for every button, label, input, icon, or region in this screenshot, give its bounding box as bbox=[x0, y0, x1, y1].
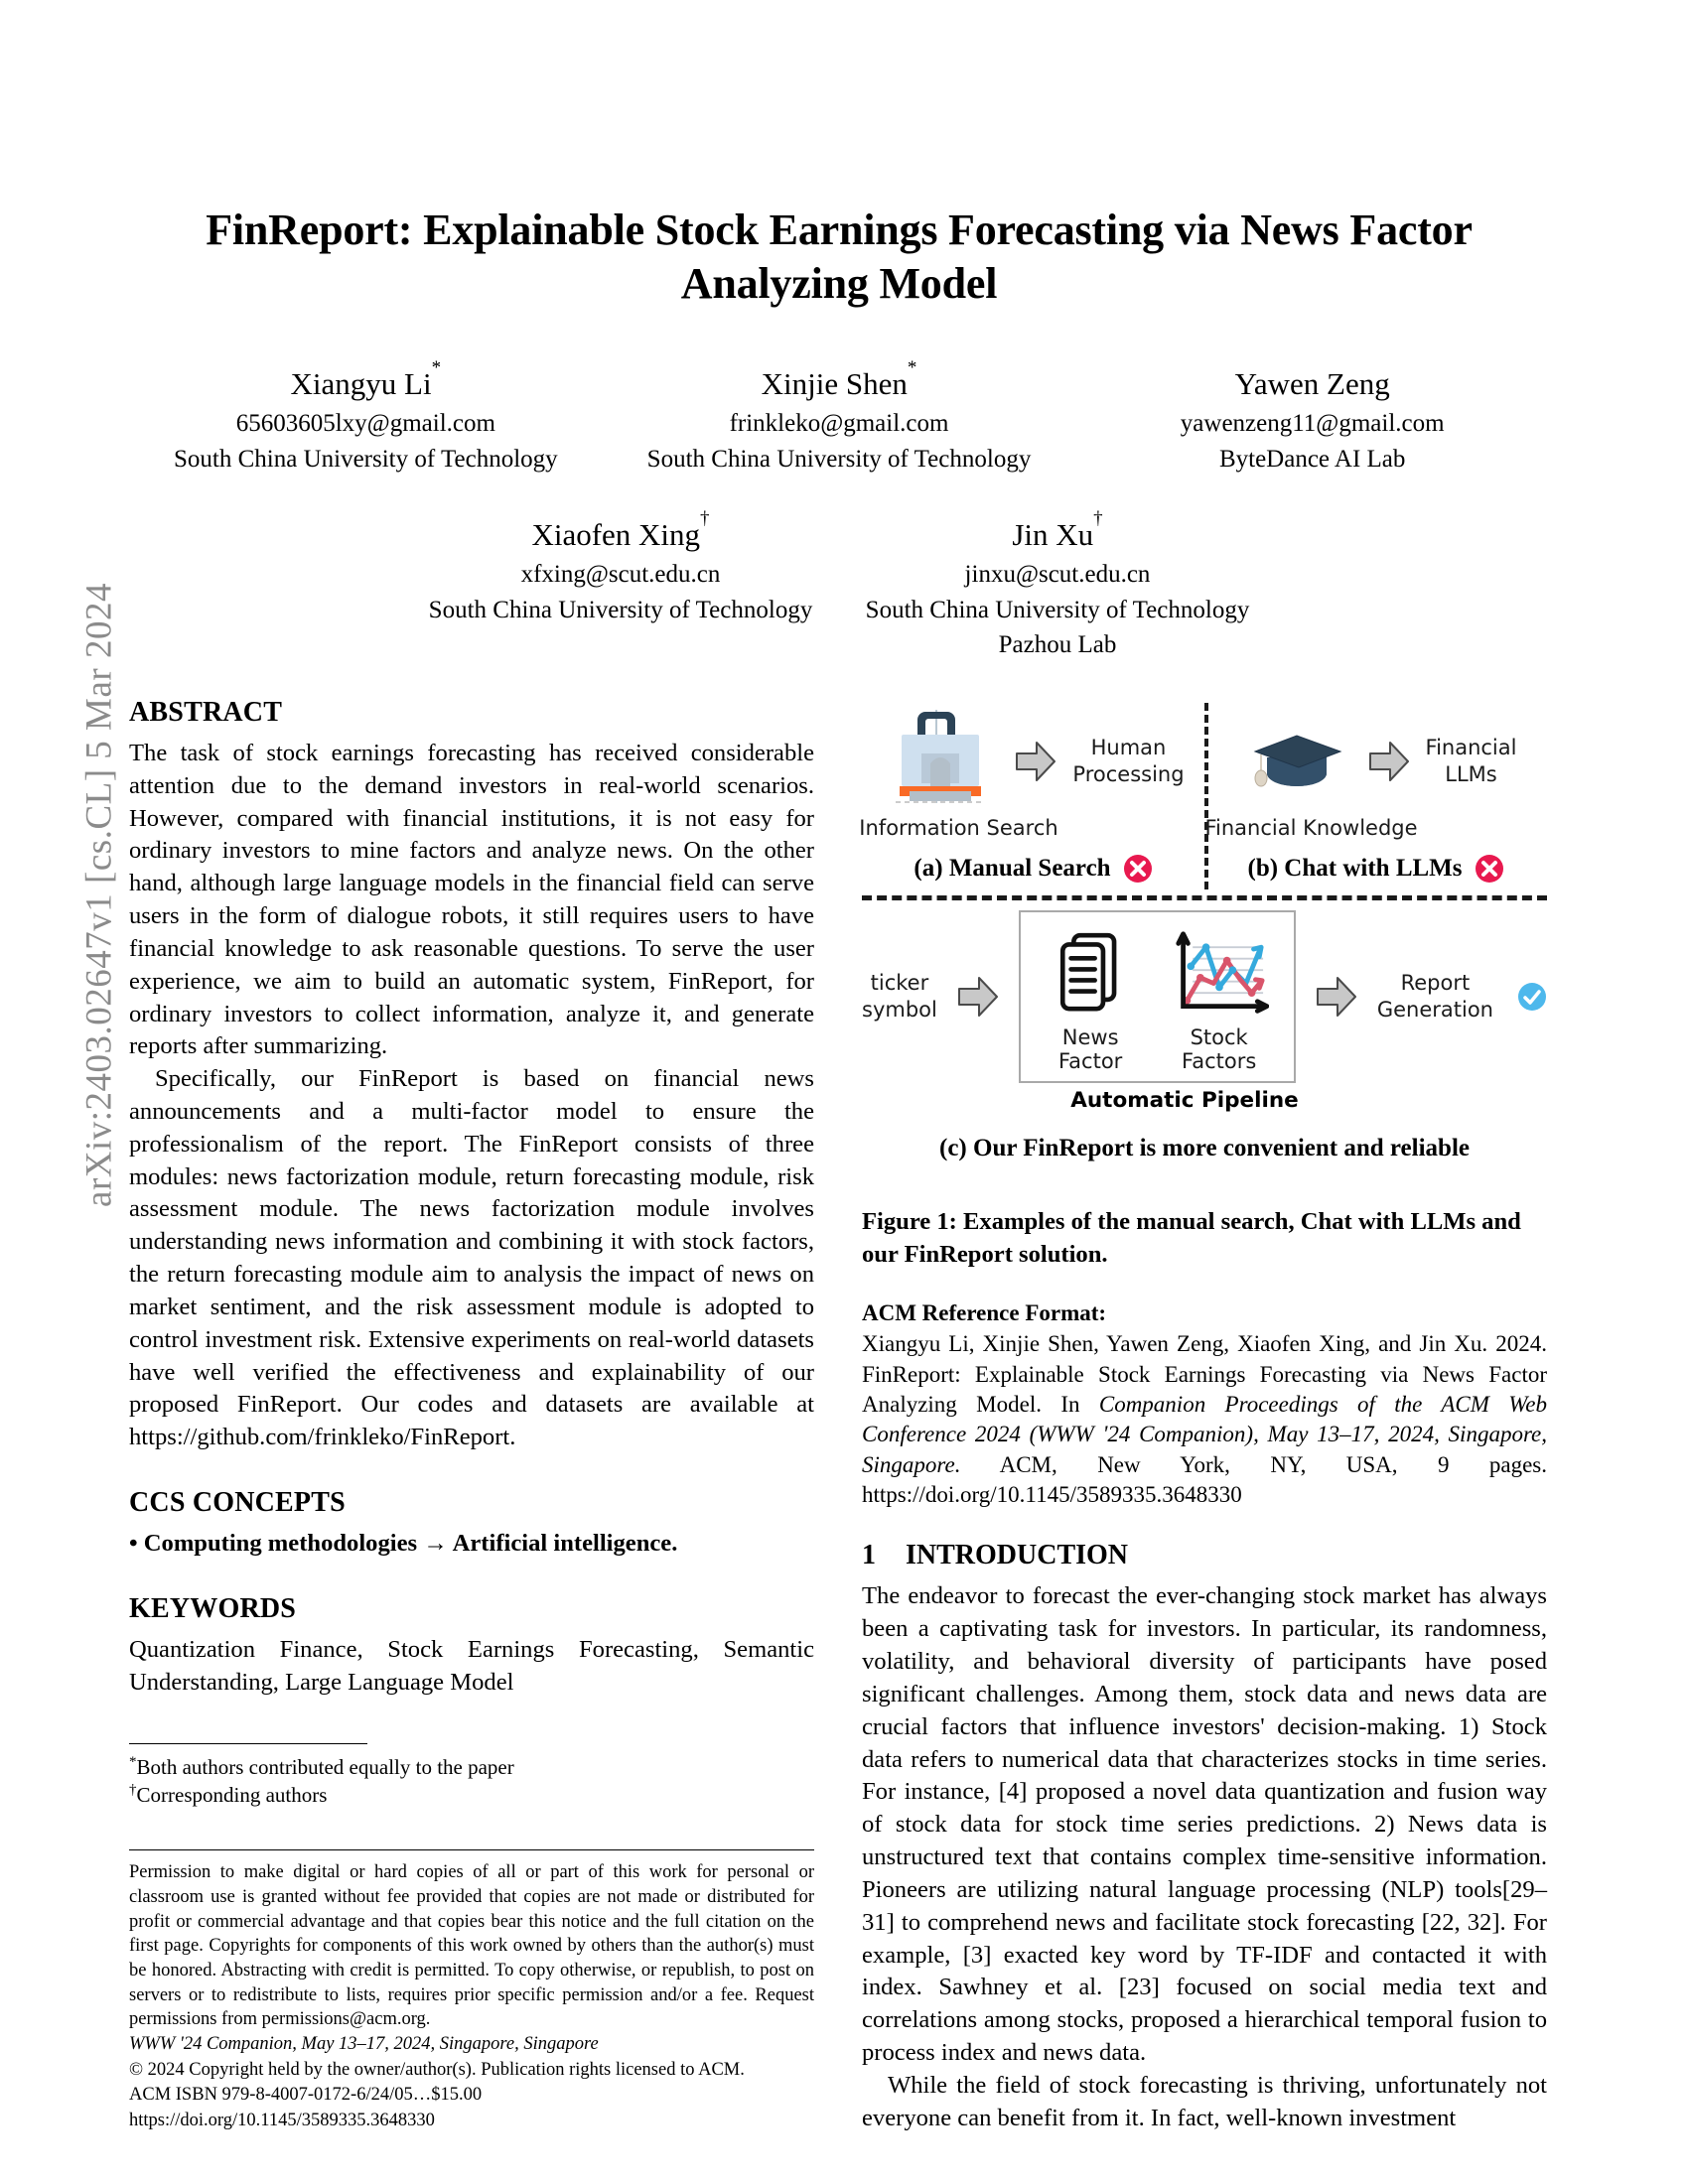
cross-badge-icon bbox=[1123, 854, 1153, 884]
panel-b-flow bbox=[1204, 703, 1547, 820]
author-entry bbox=[603, 356, 1076, 477]
news-factor-cell bbox=[1041, 926, 1141, 1073]
author-entry bbox=[1075, 362, 1549, 477]
panel-a-target-line2: Processing bbox=[1072, 761, 1185, 786]
author-mark: * bbox=[431, 356, 442, 378]
arrow-right-icon bbox=[1314, 975, 1359, 1019]
author-name: Yawen Zeng bbox=[1234, 366, 1390, 402]
arxiv-stamp: arXiv:2403.02647v1 [cs.CL] 5 Mar 2024 bbox=[78, 583, 120, 1207]
abstract-paragraph-1: The task of stock earnings forecasting has received considerable attention due to the demand investors in real-world scenarios. However, compared with financial institutions, it is not easy for ordinary investors to mine factors and analyze news. On the other hand, although large language models in the financial field can serve users in the form of dialogue robots, it still requires users to have financial knowledge to ask reasonable questions. To serve the user experience, we aim to build an automatic system, FinReport, for ordinary investors to collect information, analyze it, and generate reports after summarizing. bbox=[129, 739, 814, 1060]
conference-line: WWW '24 Companion, May 13–17, 2024, Singapore, Singapore bbox=[129, 2033, 599, 2054]
paper-page bbox=[129, 0, 1549, 2184]
stock-factors-label: Stock Factors bbox=[1182, 1024, 1257, 1073]
introduction-number: 1 bbox=[862, 1540, 876, 1571]
panel-b-target-line2: LLMs bbox=[1445, 761, 1497, 786]
acm-reference-body bbox=[862, 1329, 1547, 1510]
ccs-concepts-body: • Computing methodologies → Artificial intelligence. bbox=[129, 1530, 678, 1558]
figure-1 bbox=[859, 703, 1547, 1271]
panel-c-flow bbox=[862, 910, 1547, 1083]
author-mark: * bbox=[907, 356, 917, 378]
title-block bbox=[129, 0, 1549, 663]
keywords-body: Quantization Finance, Stock Earnings Forecasting, Semantic Understanding, Large Language Model bbox=[129, 1635, 814, 1696]
introduction-paragraph-1: The endeavor to forecast the ever-changing stock market has always been a captivating task for investors. In particular, its randomness, volatility, and behavioral diversity of participants have posed significant challenges. Among them, stock data and news data are crucial factors that influence investors' decision-making. 1) Stock data refers to numerical data that characterizes stocks in time series. For instance, [4] proposed a novel data quantization and fusion way of stock data for stock time series predictions. 2) News data is unstructured text that contains complex time-sensitive information. Pioneers are utilizing natural language processing (NLP) tools[29–31] to comprehend news and facilitate stock forecasting [22, 32]. For example, [3] exacted key word by TF-IDF and contacted it with index. Sawhney et al. [23] focused on social media text and correlations among stocks, proposed a hierarchical temporal fusion to process index and news data. bbox=[862, 1582, 1547, 2067]
line-chart-icon bbox=[1164, 926, 1273, 1022]
automatic-pipeline-title: Automatic Pipeline bbox=[1070, 1087, 1299, 1113]
panel-a-target-line1: Human bbox=[1090, 736, 1167, 759]
two-column-body bbox=[129, 697, 1549, 2135]
information-search-icon bbox=[882, 708, 999, 815]
stock-factors-cell bbox=[1164, 926, 1273, 1073]
author-name: Xiaofen Xing† bbox=[531, 507, 710, 553]
author-email: yawenzeng11@gmail.com bbox=[1180, 410, 1445, 438]
panel-a-target-label bbox=[1072, 735, 1184, 788]
footnote-rule bbox=[129, 1743, 367, 1745]
panel-b-caption bbox=[1204, 854, 1547, 884]
authors-row-2 bbox=[129, 507, 1549, 663]
author-entry bbox=[402, 507, 839, 663]
panel-c-caption: (c) Our FinReport is more convenient and reliable bbox=[939, 1134, 1470, 1161]
figure-top-panels bbox=[859, 703, 1547, 889]
author-email: jinxu@scut.edu.cn bbox=[964, 561, 1151, 589]
acm-reference-heading: ACM Reference Format: bbox=[862, 1300, 1107, 1326]
author-mark: † bbox=[700, 507, 710, 529]
panel-b-target-label bbox=[1426, 735, 1517, 788]
permission-rule bbox=[129, 1849, 814, 1851]
permission-text: Permission to make digital or hard copies of all or part of this work for personal or classroom use is granted without fee provided that copies are not made or distributed for profit or commercial advantage and that copies bear this notice and the full citation on the first page. Copyrights for components of this work owned by others than the author(s) must be honored. Abstracting with credit is permitted. To copy otherwise, or republish, to post on servers or to redistribute to lists, requires prior specific permission and/or a fee. Request permissions from permissions@acm.org. bbox=[129, 1862, 814, 2030]
author-name: Jin Xu† bbox=[1012, 507, 1103, 553]
introduction-paragraph-2: While the field of stock forecasting is thriving, unfortunately not everyone can benefit from it. In fact, well-known investment bbox=[862, 2071, 1547, 2131]
author-email: 65603605lxy@gmail.com bbox=[235, 410, 495, 438]
acm-ref-pre: Xiangyu Li, Xinjie Shen, Yawen Zeng, Xiaofen Xing, and Jin Xu. 2024. FinReport: Explainable Stock Earnings Forecasting via News Factor Analyzing Model. In bbox=[862, 1331, 1547, 1417]
panel-a-caption-text: (a) Manual Search bbox=[914, 854, 1111, 882]
cross-badge-icon bbox=[1475, 854, 1504, 884]
footnote-2: †Corresponding authors bbox=[129, 1782, 328, 1808]
abstract-paragraph-2: Specifically, our FinReport is based on financial news announcements and a multi-factor model to ensure the professionalism of the report. The FinReport consists of three modules: news factorization module, return forecasting module, risk assessment module. The news factorization module involves understanding news information and combining it with stock factors, the return forecasting module aim to analysis the impact of news on market sentiment, and the risk assessment module is adopted to control investment risk. Extensive experiments on real-world datasets have well verified the effectiveness and explainability of our proposed FinReport. Our codes and datasets are available at https://github.com/frinkleko/FinReport. bbox=[129, 1065, 814, 1451]
author-affiliation: South China University of Technology bbox=[428, 596, 813, 623]
footnote-1: *Both authors contributed equally to the paper bbox=[129, 1754, 514, 1780]
left-column bbox=[129, 697, 814, 2135]
panel-a bbox=[859, 703, 1204, 889]
figure-horizontal-divider bbox=[862, 895, 1547, 900]
keywords-heading: KEYWORDS bbox=[129, 1592, 297, 1624]
acm-ref-post: ACM, New York, NY, USA, 9 pages. https://doi.org/10.1145/3589335.3648330 bbox=[862, 1451, 1547, 1508]
author-affiliation: South China University of Technology bbox=[865, 596, 1250, 623]
author-entry bbox=[129, 356, 603, 477]
author-affiliation: South China University of Technology bbox=[646, 445, 1032, 473]
author-affiliation-2: Pazhou Lab bbox=[998, 631, 1117, 659]
panel-c-input-line2: symbol bbox=[862, 997, 937, 1022]
panel-c-output-label bbox=[1377, 970, 1493, 1024]
news-factor-label: News Factor bbox=[1058, 1024, 1123, 1073]
ccs-concepts-heading: CCS CONCEPTS bbox=[129, 1487, 346, 1519]
author-affiliation: ByteDance AI Lab bbox=[1218, 445, 1406, 473]
acm-ref-italic: Companion Proceedings of the ACM Web Conference 2024 (WWW '24 Companion), May 13–17, 2024, Singapore, Singapore. bbox=[862, 1392, 1547, 1477]
panel-a-caption bbox=[862, 854, 1204, 884]
panel-c-input-line1: ticker bbox=[870, 971, 929, 995]
document-stack-icon bbox=[1041, 926, 1141, 1022]
introduction-title: INTRODUCTION bbox=[906, 1540, 1129, 1571]
arrow-right-icon bbox=[955, 975, 1001, 1019]
footnotes-block bbox=[129, 1743, 814, 2133]
panel-b-icon-label: Financial Knowledge bbox=[1204, 815, 1418, 840]
panel-c-input-label bbox=[862, 970, 937, 1024]
author-name: Xinjie Shen* bbox=[761, 356, 917, 402]
footnote-2-mark: † bbox=[129, 1782, 137, 1799]
figure-1-caption: Figure 1: Examples of the manual search, Chat with LLMs and our FinReport solution. bbox=[862, 1207, 1521, 1268]
panel-c-output-line1: Report bbox=[1400, 971, 1471, 995]
panel-b-caption-text: (b) Chat with LLMs bbox=[1247, 854, 1463, 882]
introduction-heading bbox=[862, 1540, 1547, 1571]
author-email: xfxing@scut.edu.cn bbox=[520, 561, 721, 589]
panel-b bbox=[1204, 703, 1547, 889]
author-name: Xiangyu Li* bbox=[290, 356, 442, 402]
author-affiliation: South China University of Technology bbox=[174, 445, 558, 473]
author-mark: † bbox=[1093, 507, 1103, 529]
panel-a-icon-label: Information Search bbox=[859, 815, 1058, 840]
page-title: FinReport: Explainable Stock Earnings Forecasting via News Factor Analyzing Model bbox=[206, 205, 1473, 308]
panel-b-target-line1: Financial bbox=[1425, 736, 1517, 759]
automatic-pipeline-box bbox=[1019, 910, 1296, 1083]
abstract-heading: ABSTRACT bbox=[129, 696, 283, 728]
arrow-right-icon bbox=[1013, 740, 1058, 783]
panel-c bbox=[862, 910, 1547, 1162]
check-badge-icon bbox=[1517, 982, 1547, 1012]
graduation-cap-icon bbox=[1235, 708, 1352, 815]
footnote-1-mark: * bbox=[129, 1754, 137, 1771]
authors-row-1 bbox=[129, 356, 1549, 477]
doi-line: https://doi.org/10.1145/3589335.3648330 bbox=[129, 2110, 435, 2130]
arrow-right-icon bbox=[1366, 740, 1412, 783]
author-entry bbox=[839, 507, 1276, 663]
copyright-line: © 2024 Copyright held by the owner/author(s). Publication rights licensed to ACM. bbox=[129, 2059, 745, 2080]
panel-a-flow bbox=[862, 703, 1204, 820]
panel-c-output-line2: Generation bbox=[1376, 997, 1493, 1022]
right-column bbox=[859, 697, 1547, 2135]
isbn-line: ACM ISBN 979-8-4007-0172-6/24/05…$15.00 bbox=[129, 2085, 483, 2106]
author-email: frinkleko@gmail.com bbox=[729, 410, 949, 438]
